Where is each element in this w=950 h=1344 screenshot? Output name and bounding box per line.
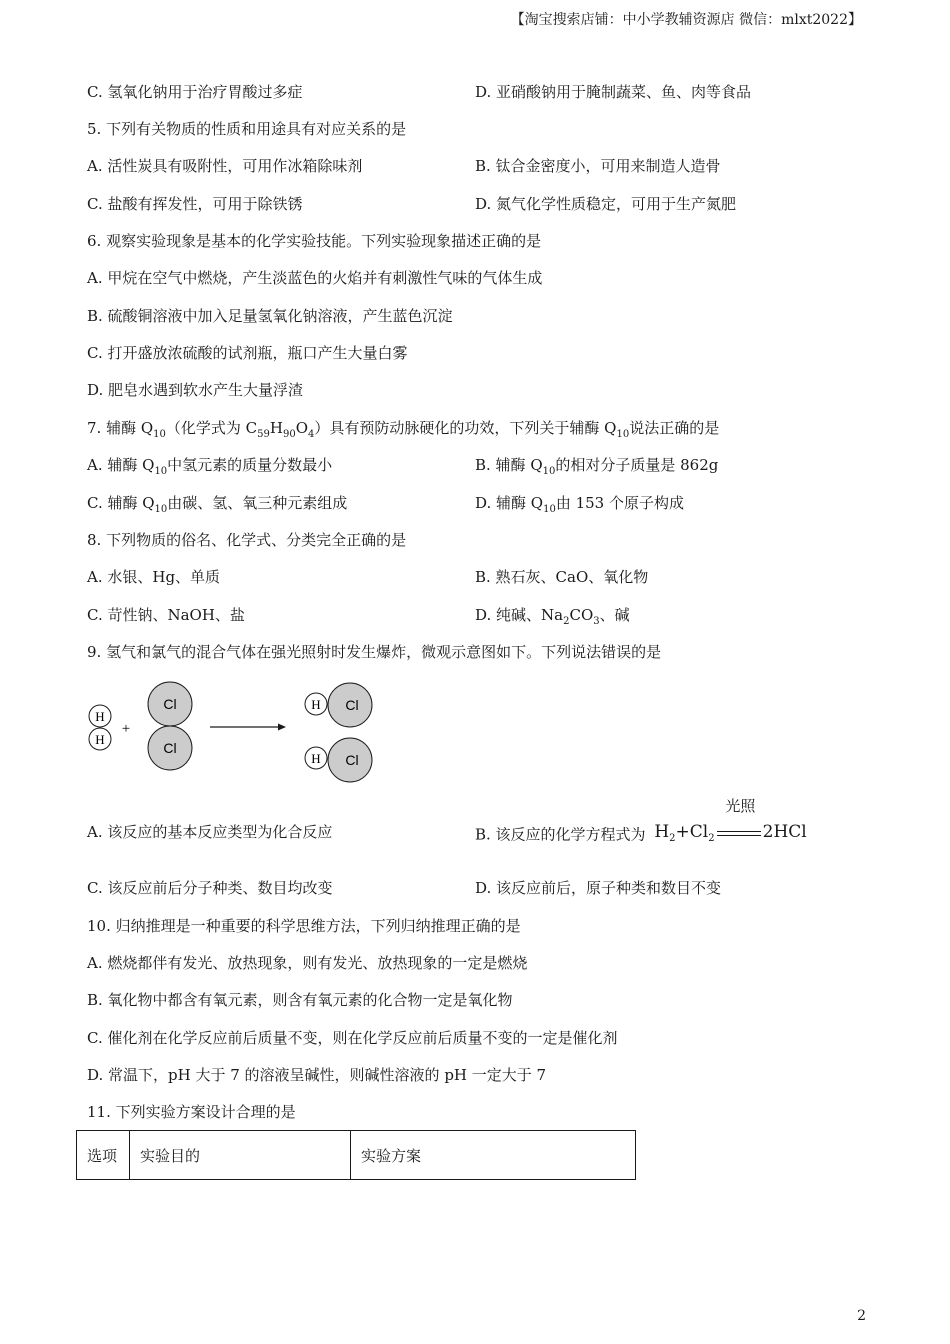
q6-option-d: D. 肥皂水遇到软水产生大量浮渣 — [87, 381, 304, 399]
q5-option-b: B. 钛合金密度小，可用来制造人造骨 — [475, 157, 721, 175]
q7-stem: 7. 辅酶 $Q_{10}$（化学式为 $C_{59}H_{90}O_4$）具有预防动脉硬化的功效，下列关于辅酶 $Q_{10}$说法正确的是 — [87, 419, 720, 440]
q7-option-c: C. 辅酶 $Q_{10}$由碳、氢、氧三种元素组成 — [87, 494, 348, 515]
chemical-equation: $H_2+Cl_2$ 光照 2HCl — [654, 797, 807, 844]
header-note: 【淘宝搜索店铺：中小学教辅资源店 微信：mlxt2022】 — [510, 12, 862, 28]
q6-option-b: B. 硫酸铜溶液中加入足量氢氧化钠溶液，产生蓝色沉淀 — [87, 307, 453, 325]
reaction-diagram — [80, 676, 400, 786]
table-header-purpose: 实验目的 — [130, 1131, 351, 1179]
q5-stem: 5. 下列有关物质的性质和用途具有对应关系的是 — [87, 120, 407, 138]
q9-option-b: B. 该反应的化学方程式为 $H_2+Cl_2$ 光照 2HCl — [475, 822, 807, 849]
table-header-option: 选项 — [77, 1131, 130, 1179]
hcl-molecule-2 — [305, 738, 372, 782]
q4-option-d: D. 亚硝酸钠用于腌制蔬菜、鱼、肉等食品 — [475, 83, 752, 101]
q10-option-b: B. 氧化物中都含有氧元素，则含有氧元素的化合物一定是氧化物 — [87, 991, 513, 1009]
q11-stem: 11. 下列实验方案设计合理的是 — [87, 1103, 296, 1121]
svg-text:H: H — [95, 732, 105, 747]
table-header-plan: 实验方案 — [361, 1146, 422, 1165]
svg-text:H: H — [311, 751, 321, 766]
q8-stem: 8. 下列物质的俗名、化学式、分类完全正确的是 — [87, 531, 407, 549]
q5-option-c: C. 盐酸有挥发性，可用于除铁锈 — [87, 195, 303, 213]
q10-option-a: A. 燃烧都伴有发光、放热现象，则有发光、放热现象的一定是燃烧 — [87, 954, 528, 972]
q10-stem: 10. 归纳推理是一种重要的科学思维方法，下列归纳推理正确的是 — [87, 917, 521, 935]
q9-option-c: C. 该反应前后分子种类、数目均改变 — [87, 879, 333, 897]
q8-option-c: C. 苛性钠、NaOH、盐 — [87, 606, 245, 624]
q9-option-a: A. 该反应的基本反应类型为化合反应 — [87, 823, 333, 841]
q7-option-a: A. 辅酶 $Q_{10}$中氢元素的质量分数最小 — [87, 456, 333, 477]
q11-table — [76, 1130, 636, 1180]
svg-text:Cl: Cl — [163, 740, 177, 756]
hcl-molecule-1 — [305, 683, 372, 727]
q8-option-b: B. 熟石灰、CaO、氧化物 — [475, 568, 649, 586]
q10-option-c: C. 催化剂在化学反应前后质量不变，则在化学反应前后质量不变的一定是催化剂 — [87, 1029, 618, 1047]
q6-stem: 6. 观察实验现象是基本的化学实验技能。下列实验现象描述正确的是 — [87, 232, 542, 250]
reaction-arrow — [210, 724, 286, 731]
equation-condition: 光照 — [725, 797, 756, 815]
q8-option-a: A. 水银、Hg、单质 — [87, 568, 221, 586]
q8-option-d: D. 纯碱、$Na_2CO_3$、碱 — [475, 606, 630, 627]
q4-option-c: C. 氢氧化钠用于治疗胃酸过多症 — [87, 83, 303, 101]
svg-text:Cl: Cl — [345, 697, 359, 713]
q5-option-a: A. 活性炭具有吸附性，可用作冰箱除味剂 — [87, 157, 363, 175]
plus-sign: + — [121, 721, 131, 737]
q10-option-d: D. 常温下，pH 大于 7 的溶液呈碱性，则碱性溶液的 pH 一定大于 7 — [87, 1066, 547, 1084]
q5-option-d: D. 氮气化学性质稳定，可用于生产氮肥 — [475, 195, 737, 213]
q6-option-a: A. 甲烷在空气中燃烧，产生淡蓝色的火焰并有刺激性气味的气体生成 — [87, 269, 543, 287]
svg-text:H: H — [95, 709, 105, 724]
q9-option-d: D. 该反应前后，原子种类和数目不变 — [475, 879, 722, 897]
chlorine-molecule — [148, 682, 192, 770]
hydrogen-molecule — [89, 705, 111, 750]
svg-text:H: H — [311, 697, 321, 712]
q6-option-c: C. 打开盛放浓硫酸的试剂瓶，瓶口产生大量白雾 — [87, 344, 408, 362]
page-number: 2 — [857, 1308, 866, 1324]
svg-text:Cl: Cl — [163, 696, 177, 712]
q7-option-b: B. 辅酶 $Q_{10}$的相对分子质量是 862g — [475, 456, 719, 477]
svg-text:Cl: Cl — [345, 752, 359, 768]
q7-option-d: D. 辅酶 $Q_{10}$由 153 个原子构成 — [475, 494, 684, 515]
q9-stem: 9. 氢气和氯气的混合气体在强光照射时发生爆炸，微观示意图如下。下列说法错误的是 — [87, 643, 662, 661]
equation-equals — [717, 831, 761, 836]
